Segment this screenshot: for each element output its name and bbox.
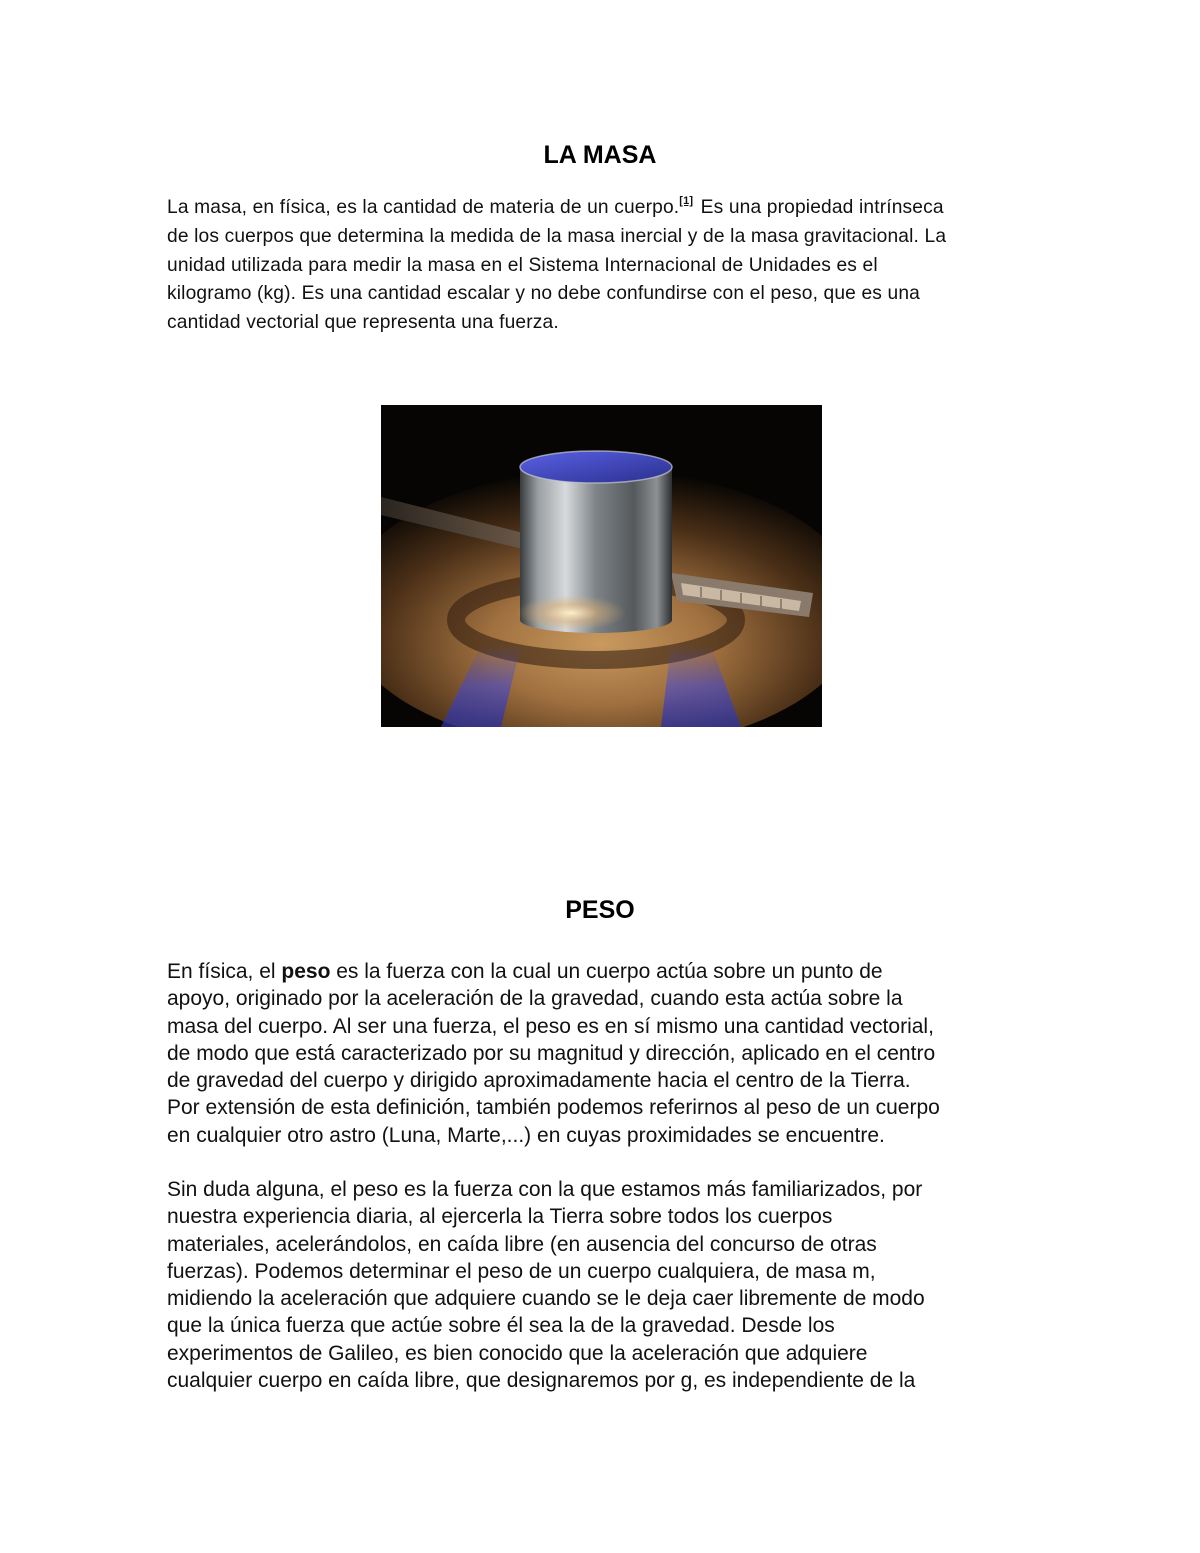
- section-title-la-masa: LA MASA: [543, 141, 657, 169]
- peso-text: En física, el: [167, 960, 282, 983]
- section-title-peso: PESO: [565, 896, 635, 924]
- peso-p2-line-8: cualquier cuerpo en caída libre, que designaremos por g, es independiente de la: [167, 1369, 916, 1393]
- masa-line-2: de los cuerpos que determina la medida de la masa inercial y de la masa gravitacional. La: [167, 225, 947, 247]
- masa-paragraph: [167, 194, 1047, 338]
- masa-text: La masa, en física, es la cantidad de materia de un cuerpo.: [167, 197, 680, 218]
- peso-p1-line-5: de gravedad del cuerpo y dirigido aproximadamente hacia el centro de la Tierra.: [167, 1069, 911, 1093]
- peso-p2-line-7: experimentos de Galileo, es bien conocido que la aceleración que adquiere: [167, 1341, 868, 1365]
- masa-text: Es una propiedad intrínseca: [695, 197, 944, 218]
- peso-p2-line-4: fuerzas). Podemos determinar el peso de un cuerpo cualquiera, de masa m,: [167, 1259, 876, 1283]
- peso-text: es la fuerza con la cual un cuerpo actúa sobre un punto de: [330, 960, 883, 983]
- masa-line-4: kilogramo (kg). Es una cantidad escalar y no debe confundirse con el peso, que es una: [167, 283, 920, 305]
- peso-p1-line-1: [167, 958, 1047, 985]
- peso-p1-line-4: de modo que está caracterizado por su magnitud y dirección, aplicado en el centro: [167, 1041, 936, 1065]
- kilogram-prototype-cylinder-image: [381, 405, 822, 727]
- peso-paragraph-1: [167, 958, 1047, 1149]
- peso-p2-line-2: nuestra experiencia diaria, al ejercerla la Tierra sobre todos los cuerpos: [167, 1205, 833, 1229]
- footnote-reference-link[interactable]: [1]: [679, 195, 694, 207]
- peso-p1-line-7: en cualquier otro astro (Luna, Marte,...) en cuyas proximidades se encuentre.: [167, 1123, 885, 1147]
- masa-line-3: unidad utilizada para medir la masa en el Sistema Internacional de Unidades es el: [167, 254, 878, 276]
- peso-p1-line-2: apoyo, originado por la aceleración de la gravedad, cuando esta actúa sobre la: [167, 987, 903, 1011]
- peso-p2-line-6: que la única fuerza que actúe sobre él sea la de la gravedad. Desde los: [167, 1314, 835, 1338]
- peso-p1-line-6: Por extensión de esta definición, también podemos referirnos al peso de un cuerpo: [167, 1096, 940, 1120]
- peso-p2-line-5: midiendo la aceleración que adquiere cuando se le deja caer libremente de modo: [167, 1287, 925, 1311]
- peso-bold-term: peso: [281, 960, 331, 983]
- kilogram-prototype-photo: [381, 405, 822, 727]
- peso-p2-line-1: Sin duda alguna, el peso es la fuerza con la que estamos más familiarizados, por: [167, 1178, 923, 1201]
- peso-p2-line-3: materiales, acelerándolos, en caída libre (en ausencia del concurso de otras: [167, 1232, 877, 1256]
- masa-line-5: cantidad vectorial que representa una fuerza.: [167, 312, 559, 334]
- masa-line-1: [167, 194, 1047, 223]
- peso-p1-line-3: masa del cuerpo. Al ser una fuerza, el peso es en sí mismo una cantidad vectorial,: [167, 1014, 934, 1038]
- peso-paragraph-2: [167, 1176, 1047, 1394]
